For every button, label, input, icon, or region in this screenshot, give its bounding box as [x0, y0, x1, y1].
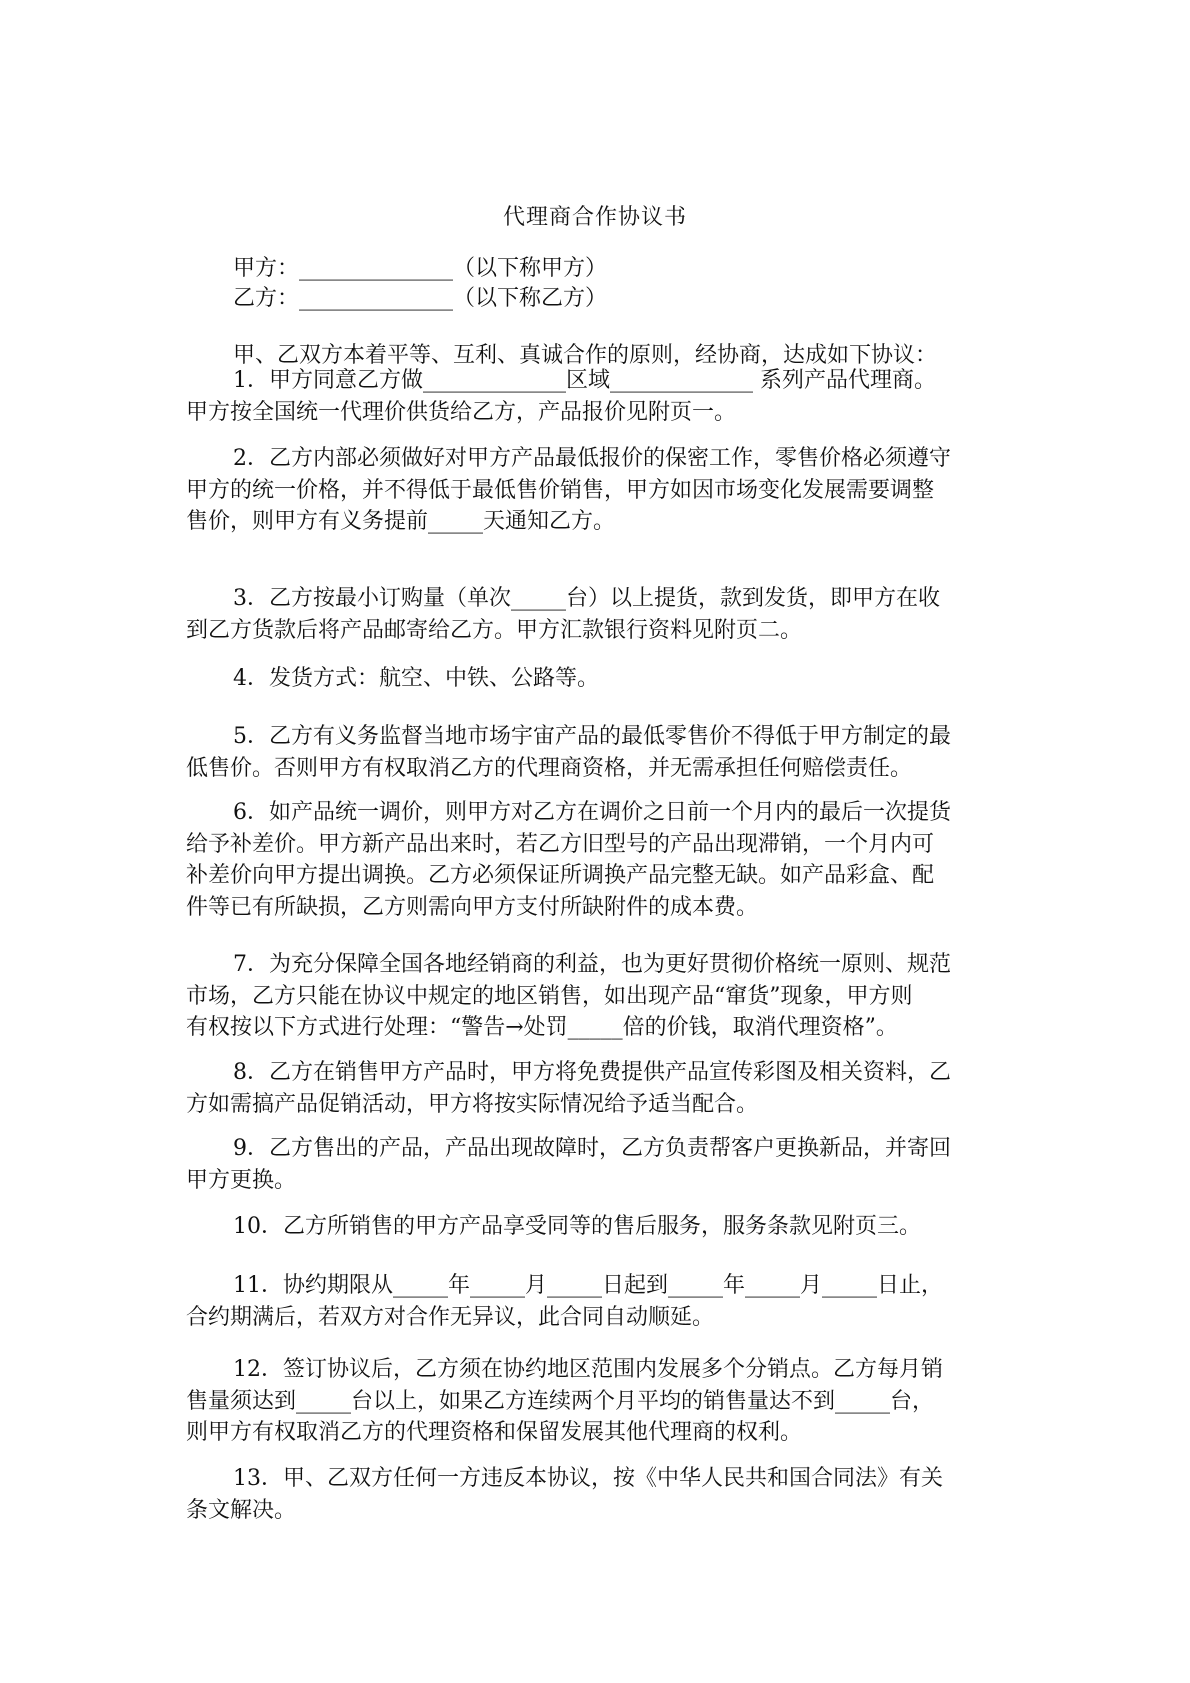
clause-13 [186, 1463, 1016, 1526]
clause-line: 6．如产品统一调价，则甲方对乙方在调价之日前一个月内的最后一次提货 [233, 800, 951, 825]
clause-line: 售价，则甲方有义务提前_____天通知乙方。 [186, 509, 616, 534]
clause-line: 13．甲、乙双方任何一方违反本协议，按《中华人民共和国合同法》有关 [233, 1466, 943, 1491]
clause-line: 3．乙方按最小订购量（单次_____台）以上提货，款到发货，即甲方在收 [233, 586, 940, 611]
party-a-line: 甲方：______________（以下称甲方） [233, 256, 608, 281]
clause-7 [186, 949, 1016, 1044]
clause-1 [186, 365, 1016, 428]
clause-line: 补差价向甲方提出调换。乙方必须保证所调换产品完整无缺。如产品彩盒、配 [186, 863, 935, 888]
clause-line: 到乙方货款后将产品邮寄给乙方。甲方汇款银行资料见附页二。 [186, 617, 803, 643]
clause-line: 12．签订协议后，乙方须在协约地区范围内发展多个分销点。乙方每月销 [233, 1357, 943, 1382]
clause-line: 条文解决。 [186, 1497, 297, 1523]
clause-5 [186, 721, 1016, 784]
clause-12 [186, 1354, 1016, 1449]
clause-line: 10．乙方所销售的甲方产品享受同等的售后服务，服务条款见附页三。 [233, 1214, 921, 1239]
clause-line: 甲方的统一价格，并不得低于最低售价销售，甲方如因市场变化发展需要调整 [186, 477, 935, 503]
clause-11 [186, 1270, 1016, 1333]
clause-line: 甲方更换。 [186, 1167, 297, 1193]
clause-line: 市场，乙方只能在协议中规定的地区销售，如出现产品“窜货”现象，甲方则 [186, 983, 913, 1009]
clause-line: 9．乙方售出的产品，产品出现故障时，乙方负责帮客户更换新品，并寄回 [233, 1136, 951, 1161]
clause-line: 低售价。否则甲方有权取消乙方的代理商资格，并无需承担任何赔偿责任。 [186, 755, 913, 781]
clause-line: 件等已有所缺损，乙方则需向甲方支付所缺附件的成本费。 [186, 894, 759, 920]
clause-line: 则甲方有权取消乙方的代理资格和保留发展其他代理商的权利。 [186, 1420, 803, 1445]
clause-line: 5．乙方有义务监督当地市场宇宙产品的最低零售价不得低于甲方制定的最 [233, 724, 951, 749]
clause-8 [186, 1057, 1016, 1120]
clause-line: 合约期满后，若双方对合作无异议，此合同自动顺延。 [186, 1304, 715, 1330]
party-b-line: 乙方：______________（以下称乙方） [233, 286, 608, 311]
clause-line: 8．乙方在销售甲方产品时，甲方将免费提供产品宣传彩图及相关资料，乙 [233, 1060, 951, 1085]
clause-6 [186, 797, 1016, 923]
clause-4 [186, 663, 1016, 695]
clause-line: 1．甲方同意乙方做_____________区域_____________ 系列产品代理商。 [233, 368, 936, 393]
clause-line: 2．乙方内部必须做好对甲方产品最低报价的保密工作，零售价格必须遵守 [233, 446, 951, 471]
clause-line: 4．发货方式：航空、中铁、公路等。 [233, 666, 599, 691]
clause-line: 有权按以下方式进行处理：“警告→处罚_____倍的价钱，取消代理资格”。 [186, 1015, 898, 1040]
clause-10 [186, 1211, 1016, 1243]
clause-line: 给予补差价。甲方新产品出来时，若乙方旧型号的产品出现滞销，一个月内可 [186, 831, 935, 857]
clause-3 [186, 583, 1016, 646]
clause-9 [186, 1133, 1016, 1196]
clause-2 [186, 443, 1016, 538]
intro-paragraph: 甲、乙双方本着平等、互利、真诚合作的原则，经协商，达成如下协议： [233, 343, 938, 368]
clause-line: 甲方按全国统一代理价供货给乙方，产品报价见附页一。 [186, 399, 737, 425]
clause-line: 方如需搞产品促销活动，甲方将按实际情况给予适当配合。 [186, 1091, 759, 1117]
clause-line: 11．协约期限从_____年_____月_____日起到_____年_____月_____日止， [233, 1273, 943, 1298]
clause-line: 7．为充分保障全国各地经销商的利益，也为更好贯彻价格统一原则、规范 [233, 952, 951, 977]
clause-line: 售量须达到_____台以上，如果乙方连续两个月平均的销售量达不到_____台， [186, 1388, 935, 1414]
document-title: 代理商合作协议书 [502, 205, 687, 230]
